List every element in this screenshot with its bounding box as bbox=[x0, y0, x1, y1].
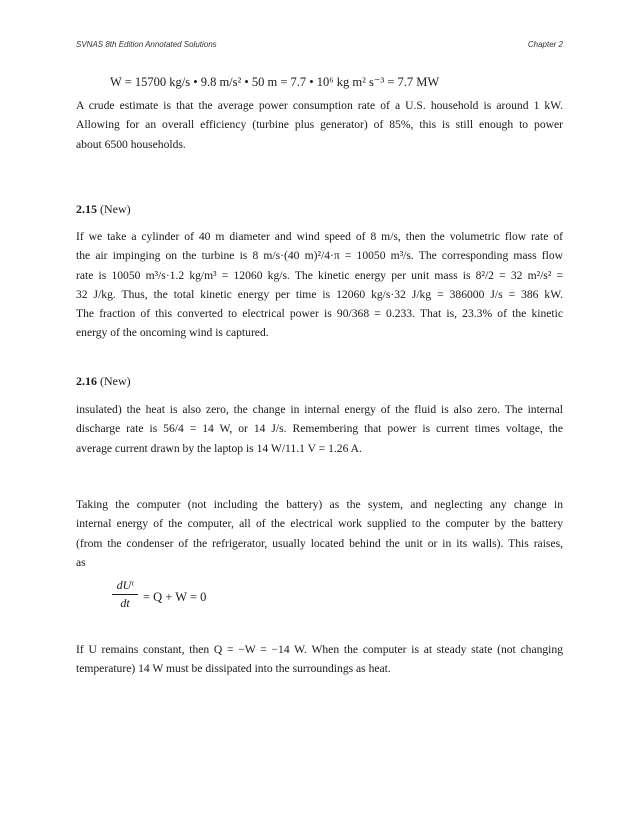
text-line: average current drawn by the laptop is 14 W/11.1 V = 1.26 A. bbox=[76, 441, 362, 455]
text-line: as bbox=[76, 555, 86, 569]
text-line: the air impinging on the turbine is 8 m/s·(40 m)²/4·π = 10050 m³/s. The corresponding mass flow bbox=[76, 249, 563, 263]
text-line: insulated) the heat is also zero, the change in internal energy of the fluid is also zero. The internal bbox=[76, 403, 563, 416]
text-line: about 6500 households. bbox=[76, 137, 186, 151]
text-line: 32 J/kg. Thus, the total kinetic energy per time is 12060 kg/s·32 J/kg = 386000 J/s = 386 kW. bbox=[76, 287, 563, 301]
text-line: internal energy of the computer, all of the electrical work supplied to the computer by the battery bbox=[76, 517, 563, 531]
energy-balance-rhs: = Q + W = 0 bbox=[143, 590, 207, 604]
text-line: The fraction of this converted to electrical power is 90/368 = 0.233. That is, 23.3% of the kinetic bbox=[76, 307, 563, 321]
text-line: rate is 10050 m³/s·1.2 kg/m³ = 12060 kg/s. The kinetic energy per unit mass is 8²/2 = 32 m²/s² = bbox=[76, 268, 563, 282]
text-line: Allowing for an overall efficiency (turbine plus generator) of 85%, this is still enough to power bbox=[76, 118, 563, 132]
text-line: temperature) 14 W must be dissipated into the surroundings as heat. bbox=[76, 662, 391, 676]
text-line: A crude estimate is that the average power consumption rate of a U.S. household is around 1 kW. bbox=[76, 99, 563, 112]
text-line: Taking the computer (not including the battery) as the system, and neglecting any change in bbox=[76, 498, 563, 511]
running-header-chapter: Chapter 2 bbox=[527, 40, 563, 49]
household-paragraph bbox=[76, 96, 563, 154]
section-number: 2.16 bbox=[76, 374, 97, 388]
fraction-denominator: dt bbox=[120, 596, 130, 610]
wind-turbine-paragraph bbox=[76, 227, 563, 343]
running-header-title: SVNAS 8th Edition Annotated Solutions bbox=[76, 40, 217, 49]
power-equation: W = 15700 kg/s • 9.8 m/s² • 50 m = 7.7 • 10⁶ kg m² s⁻³ = 7.7 MW bbox=[110, 75, 440, 89]
section-number: 2.15 bbox=[76, 202, 97, 216]
computer-system-paragraph bbox=[76, 495, 563, 572]
section-heading-2-16 bbox=[76, 374, 131, 389]
section-tag: (New) bbox=[100, 374, 131, 388]
text-line: energy of the oncoming wind is captured. bbox=[76, 326, 269, 340]
text-line: discharge rate is 56/4 = 14 W, or 14 J/s. Remembering that power is current times voltage, the bbox=[76, 422, 563, 436]
insulated-paragraph bbox=[76, 400, 563, 458]
text-line: (from the condenser of the refrigerator, usually located behind the unit or in its walls). This raises, bbox=[76, 536, 563, 550]
text-line: If we take a cylinder of 40 m diameter and wind speed of 8 m/s, then the volumetric flow rate of bbox=[76, 230, 563, 243]
section-tag: (New) bbox=[100, 202, 131, 216]
section-heading-2-15 bbox=[76, 202, 131, 217]
energy-balance-fraction bbox=[112, 578, 138, 611]
steady-state-paragraph bbox=[76, 640, 563, 679]
text-line: If U remains constant, then Q = −W = −14 W. When the computer is at steady state (not changing bbox=[76, 643, 563, 656]
fraction-numerator: dUᵗ bbox=[112, 578, 138, 595]
